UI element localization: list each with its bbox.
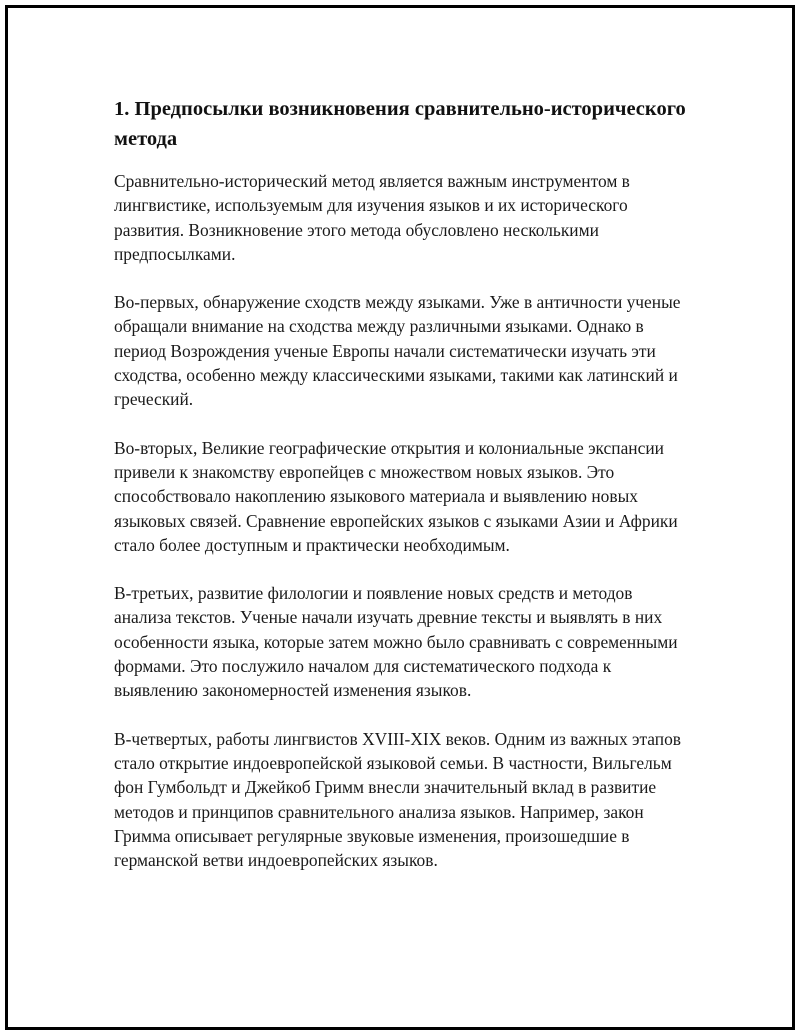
paragraph-second-prerequisite: Во-вторых, Великие географические открытия и колониальные экспансии привели к знакомству европейцев с множеством новых языков. Это способствовало накоплению языкового материала и выявлению новых языковых связей. Сравнение европейских языков с языками Азии и Африки стало более доступным и практически необходимым. xyxy=(114,437,678,555)
paragraph-fourth-prerequisite: В-четвертых, работы лингвистов XVIII-XIX веков. Одним из важных этапов стало открытие индоевропейской языковой семьи. В частности, Вильгельм фон Гумбольдт и Джейкоб Гримм внесли значительный вклад в развитие методов и принципов сравнительного анализа языков. Например, закон Гримма описывает регулярные звуковые изменения, произошедшие в германской ветви индоевропейских языков. xyxy=(114,728,682,871)
section-heading: 1. Предпосылки возникновения сравнительно-исторического метода xyxy=(114,98,686,150)
paragraph-first-prerequisite: Во-первых, обнаружение сходств между языками. Уже в античности ученые обращали внимание на сходства между различными языками. Однако в период Возрождения ученые Европы начали систематически изучать эти сходства, особенно между классическими языками, такими как латинский и греческий. xyxy=(114,292,681,410)
paragraph-third-prerequisite: В-третьих, развитие филологии и появление новых средств и методов анализа текстов. Ученые начали изучать древние тексты и выявлять в них особенности языка, которые затем можно было сравнивать с современными формами. Это послужило началом для систематического подхода к выявлению закономерностей изменения языков. xyxy=(114,583,678,701)
paragraph-intro: Сравнительно-исторический метод является важным инструментом в лингвистике, используемым для изучения языков и их исторического развития. Возникновение этого метода обусловлено несколькими предпосылками. xyxy=(114,171,630,264)
document-body xyxy=(114,94,694,896)
